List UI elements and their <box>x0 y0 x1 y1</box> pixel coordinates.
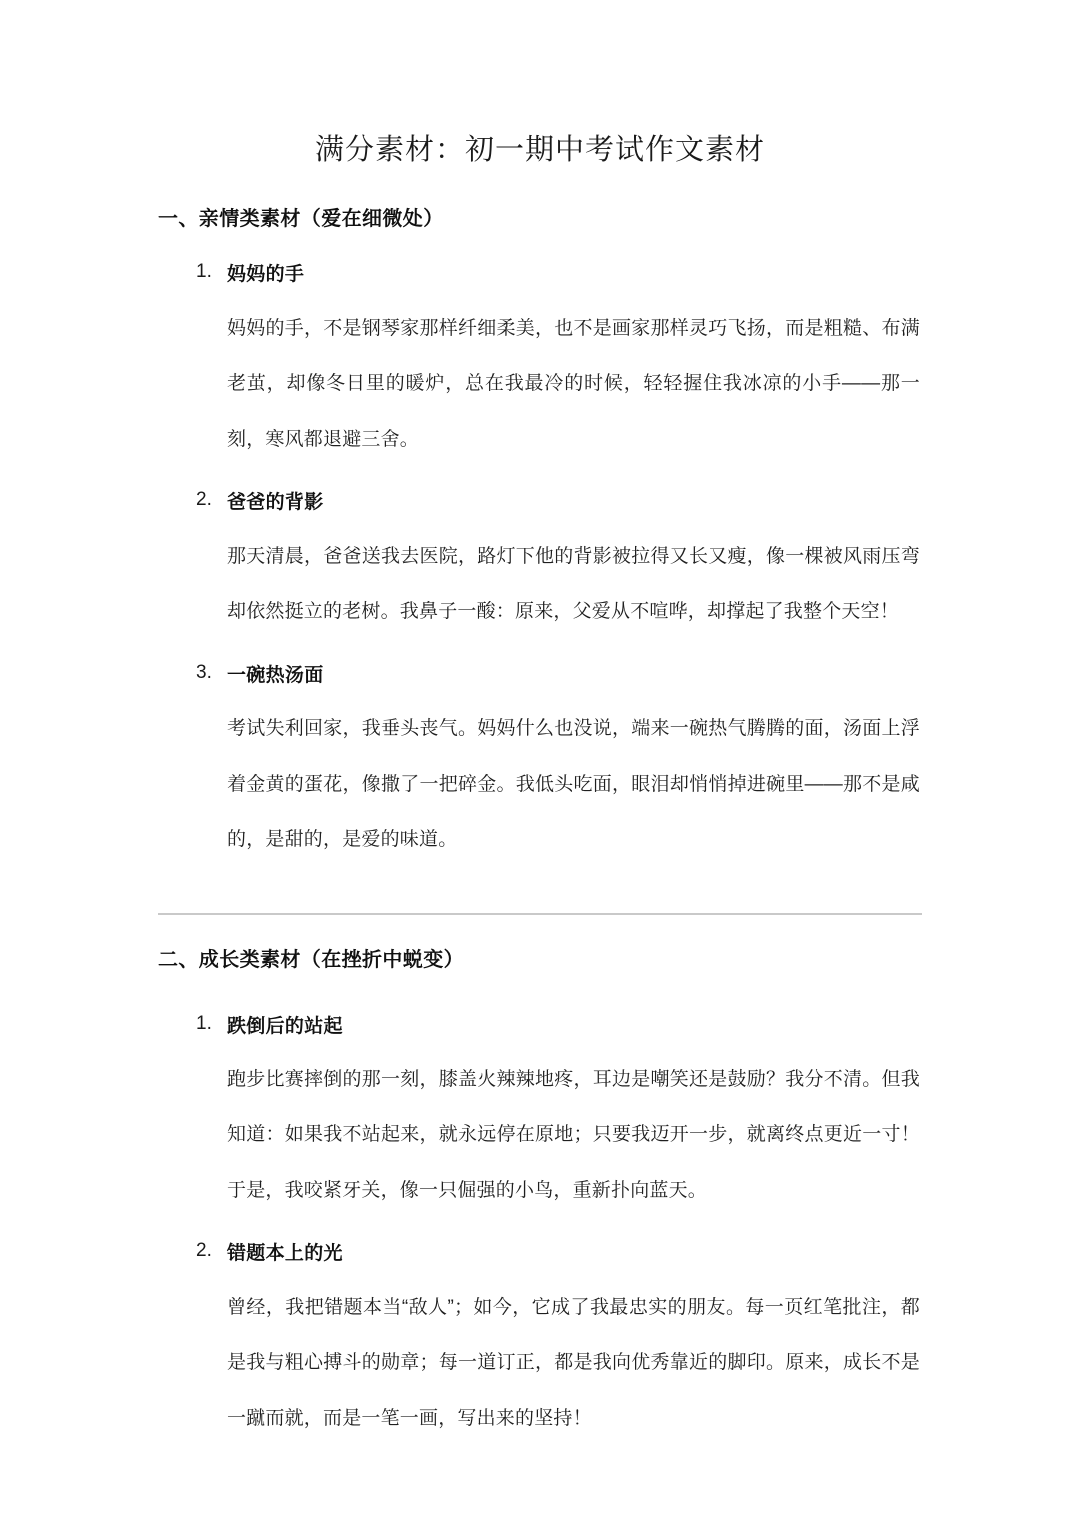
section-family-material <box>0 168 1080 867</box>
list-item <box>0 234 1080 467</box>
section-heading: 二、成长类素材（在挫折中蜕变） <box>158 948 464 971</box>
item-number: 1. <box>196 1012 212 1034</box>
item-body: 曾经，我把错题本当“敌人”；如今，它成了我最忠实的朋友。每一页红笔批注，都是我与粗心搏斗的勋章；每一道订正，都是我向优秀靠近的脚印。原来，成长不是一蹴而就，而是一笔一画，写出来的坚持！ <box>227 1296 920 1429</box>
list-item <box>0 975 1080 1219</box>
list-item <box>0 1218 1080 1446</box>
item-number: 1. <box>196 261 212 283</box>
item-body: 妈妈的手，不是钢琴家那样纤细柔美，也不是画家那样灵巧飞扬，而是粗糙、布满老茧，却像冬日里的暖炉，总在我最冷的时候，轻轻握住我冰凉的小手——那一刻，寒风都退避三舍。 <box>227 317 920 450</box>
item-body: 跑步比赛摔倒的那一刻，膝盖火辣辣地疼，耳边是嘲笑还是鼓励？我分不清。但我知道：如果我不站起来，就永远停在原地；只要我迈开一步，就离终点更近一寸！于是，我咬紧牙关，像一只倔强的小鸟，重新扑向蓝天。 <box>227 1069 920 1201</box>
item-body: 考试失利回家，我垂头丧气。妈妈什么也没说，端来一碗热气腾腾的面，汤面上浮着金黄的蛋花，像撒了一把碎金。我低头吃面，眼泪却悄悄掉进碗里——那不是咸的，是甜的，是爱的味道。 <box>227 718 920 851</box>
page-title: 满分素材：初一期中考试作文素材 <box>314 134 765 166</box>
list-item <box>0 467 1080 639</box>
item-title: 错题本上的光 <box>227 1243 343 1265</box>
section-heading: 一、亲情类素材（爱在细微处） <box>158 208 444 231</box>
list-item <box>0 640 1080 868</box>
item-number: 2. <box>196 489 212 511</box>
item-title: 爸爸的背影 <box>227 492 324 514</box>
item-list <box>0 975 1080 1447</box>
section-growth-material <box>0 915 1080 1447</box>
item-number: 3. <box>196 661 212 683</box>
item-title: 跌倒后的站起 <box>227 1015 343 1037</box>
item-list <box>0 234 1080 867</box>
item-body: 那天清晨，爸爸送我去医院，路灯下他的背影被拉得又长又瘦，像一棵被风雨压弯却依然挺立的老树。我鼻子一酸：原来，父爱从不喧哗，却撑起了我整个天空！ <box>227 545 920 623</box>
item-title: 妈妈的手 <box>227 264 305 286</box>
item-number: 2. <box>196 1240 212 1262</box>
item-title: 一碗热汤面 <box>227 664 324 686</box>
